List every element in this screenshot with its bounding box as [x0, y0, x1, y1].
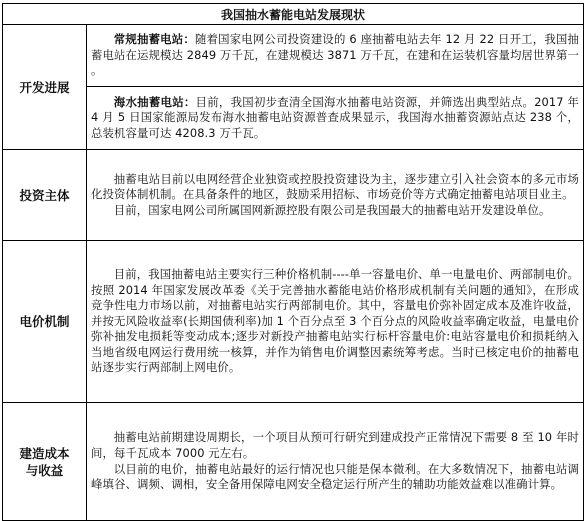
seawater-lead: 海水抽蓄电站：: [113, 94, 196, 109]
cost-label-line-1: 建造成本: [19, 445, 70, 461]
document: [2, 3, 583, 521]
conventional-paragraph: [91, 32, 579, 79]
seawater-pumped-storage-cell: [87, 87, 584, 150]
cost-paragraph-1: 抽蓄电站前期建设周期长，一个项目从预可行研究到建成投产正常情况下需要 8 至 10 年时间，每千瓦成本 7000 元左右。: [91, 430, 580, 460]
seawater-paragraph: [91, 95, 579, 142]
pricing-paragraph: 目前，我国抽蓄电站主要实行三种价格机制----单一容量电价、单一电量电价、两部制电价。按照 2014 年国家发展改革委《关于完善抽水蓄能电站价格形成机制有关问题的通知》，在形成竞争性电力市场以前，对抽蓄电站实行两部制电价。其中，容量电价弥补固定成本及准许收益，并按无风险收益率(长期国债利率)加 1 个百分点至 3 个百分点的风险收益率确定收益，电量电价弥补抽发电损耗等变动成本;逐步对新投产抽蓄电站实行标杆容量电价:电站容量电价和损耗纳入当地省级电网运行费用统一核算，并作为销售电价调整因素统筹考虑。当时已核定电价的抽蓄电站逐步实行两部制上网电价。: [91, 266, 580, 375]
investment-cell: [87, 150, 584, 241]
cost-paragraph-2: 以目前的电价，抽蓄电站最好的运行情况也只能是保本微利。在大多数情况下，抽蓄电站调峰填谷、调频、调相，安全备用保障电网安全稳定运行所产生的辅助功能效益难以准确计算。: [91, 461, 580, 492]
pricing-cell: [87, 241, 584, 403]
conventional-pumped-storage-cell: [87, 25, 584, 87]
seawater-text: 目前，我国初步查清全国海水抽蓄电站资源，并筛选出典型站点。2017 年 4 月 5 日国家能源局发布海水抽蓄电站资源普查成果显示，我国海水抽蓄资源站点达 238 个，总装机容量可达 4208.3 万千瓦。: [91, 94, 580, 140]
row-label-cost: [3, 403, 87, 521]
conventional-lead: 常规抽蓄电站：: [113, 32, 195, 47]
cost-label-line-2: 与收益: [25, 462, 64, 478]
conventional-text: 随着国家电网公司投资建设的 6 座抽蓄电站去年 12 月 22 日开工，我国抽蓄电站在运规模达 2849 万千瓦，在建规模达 3871 万千瓦，在建和在运装机容量均居世界第一 。: [91, 32, 580, 78]
cost-cell: [87, 403, 584, 521]
table-title: 我国抽水蓄能电站发展现状: [3, 4, 584, 25]
status-table: [2, 3, 584, 521]
row-label-investment: 投资主体: [3, 150, 87, 241]
row-label-pricing: 电价机制: [3, 241, 87, 403]
row-label-development: 开发进展: [3, 25, 87, 150]
investment-paragraph-2: 目前，国家电网公司所属国网新源控股有限公司是我国最大的抽蓄电站开发建设单位。: [113, 202, 551, 217]
investment-paragraph-1: 抽蓄电站目前以电网经营企业独资或控股投资建设为主，逐步建立引入社会资本的多元市场化投资体制机制。在具备条件的地区，鼓励采用招标、市场竞价等方式确定抽蓄电站项目业主。: [91, 171, 580, 202]
